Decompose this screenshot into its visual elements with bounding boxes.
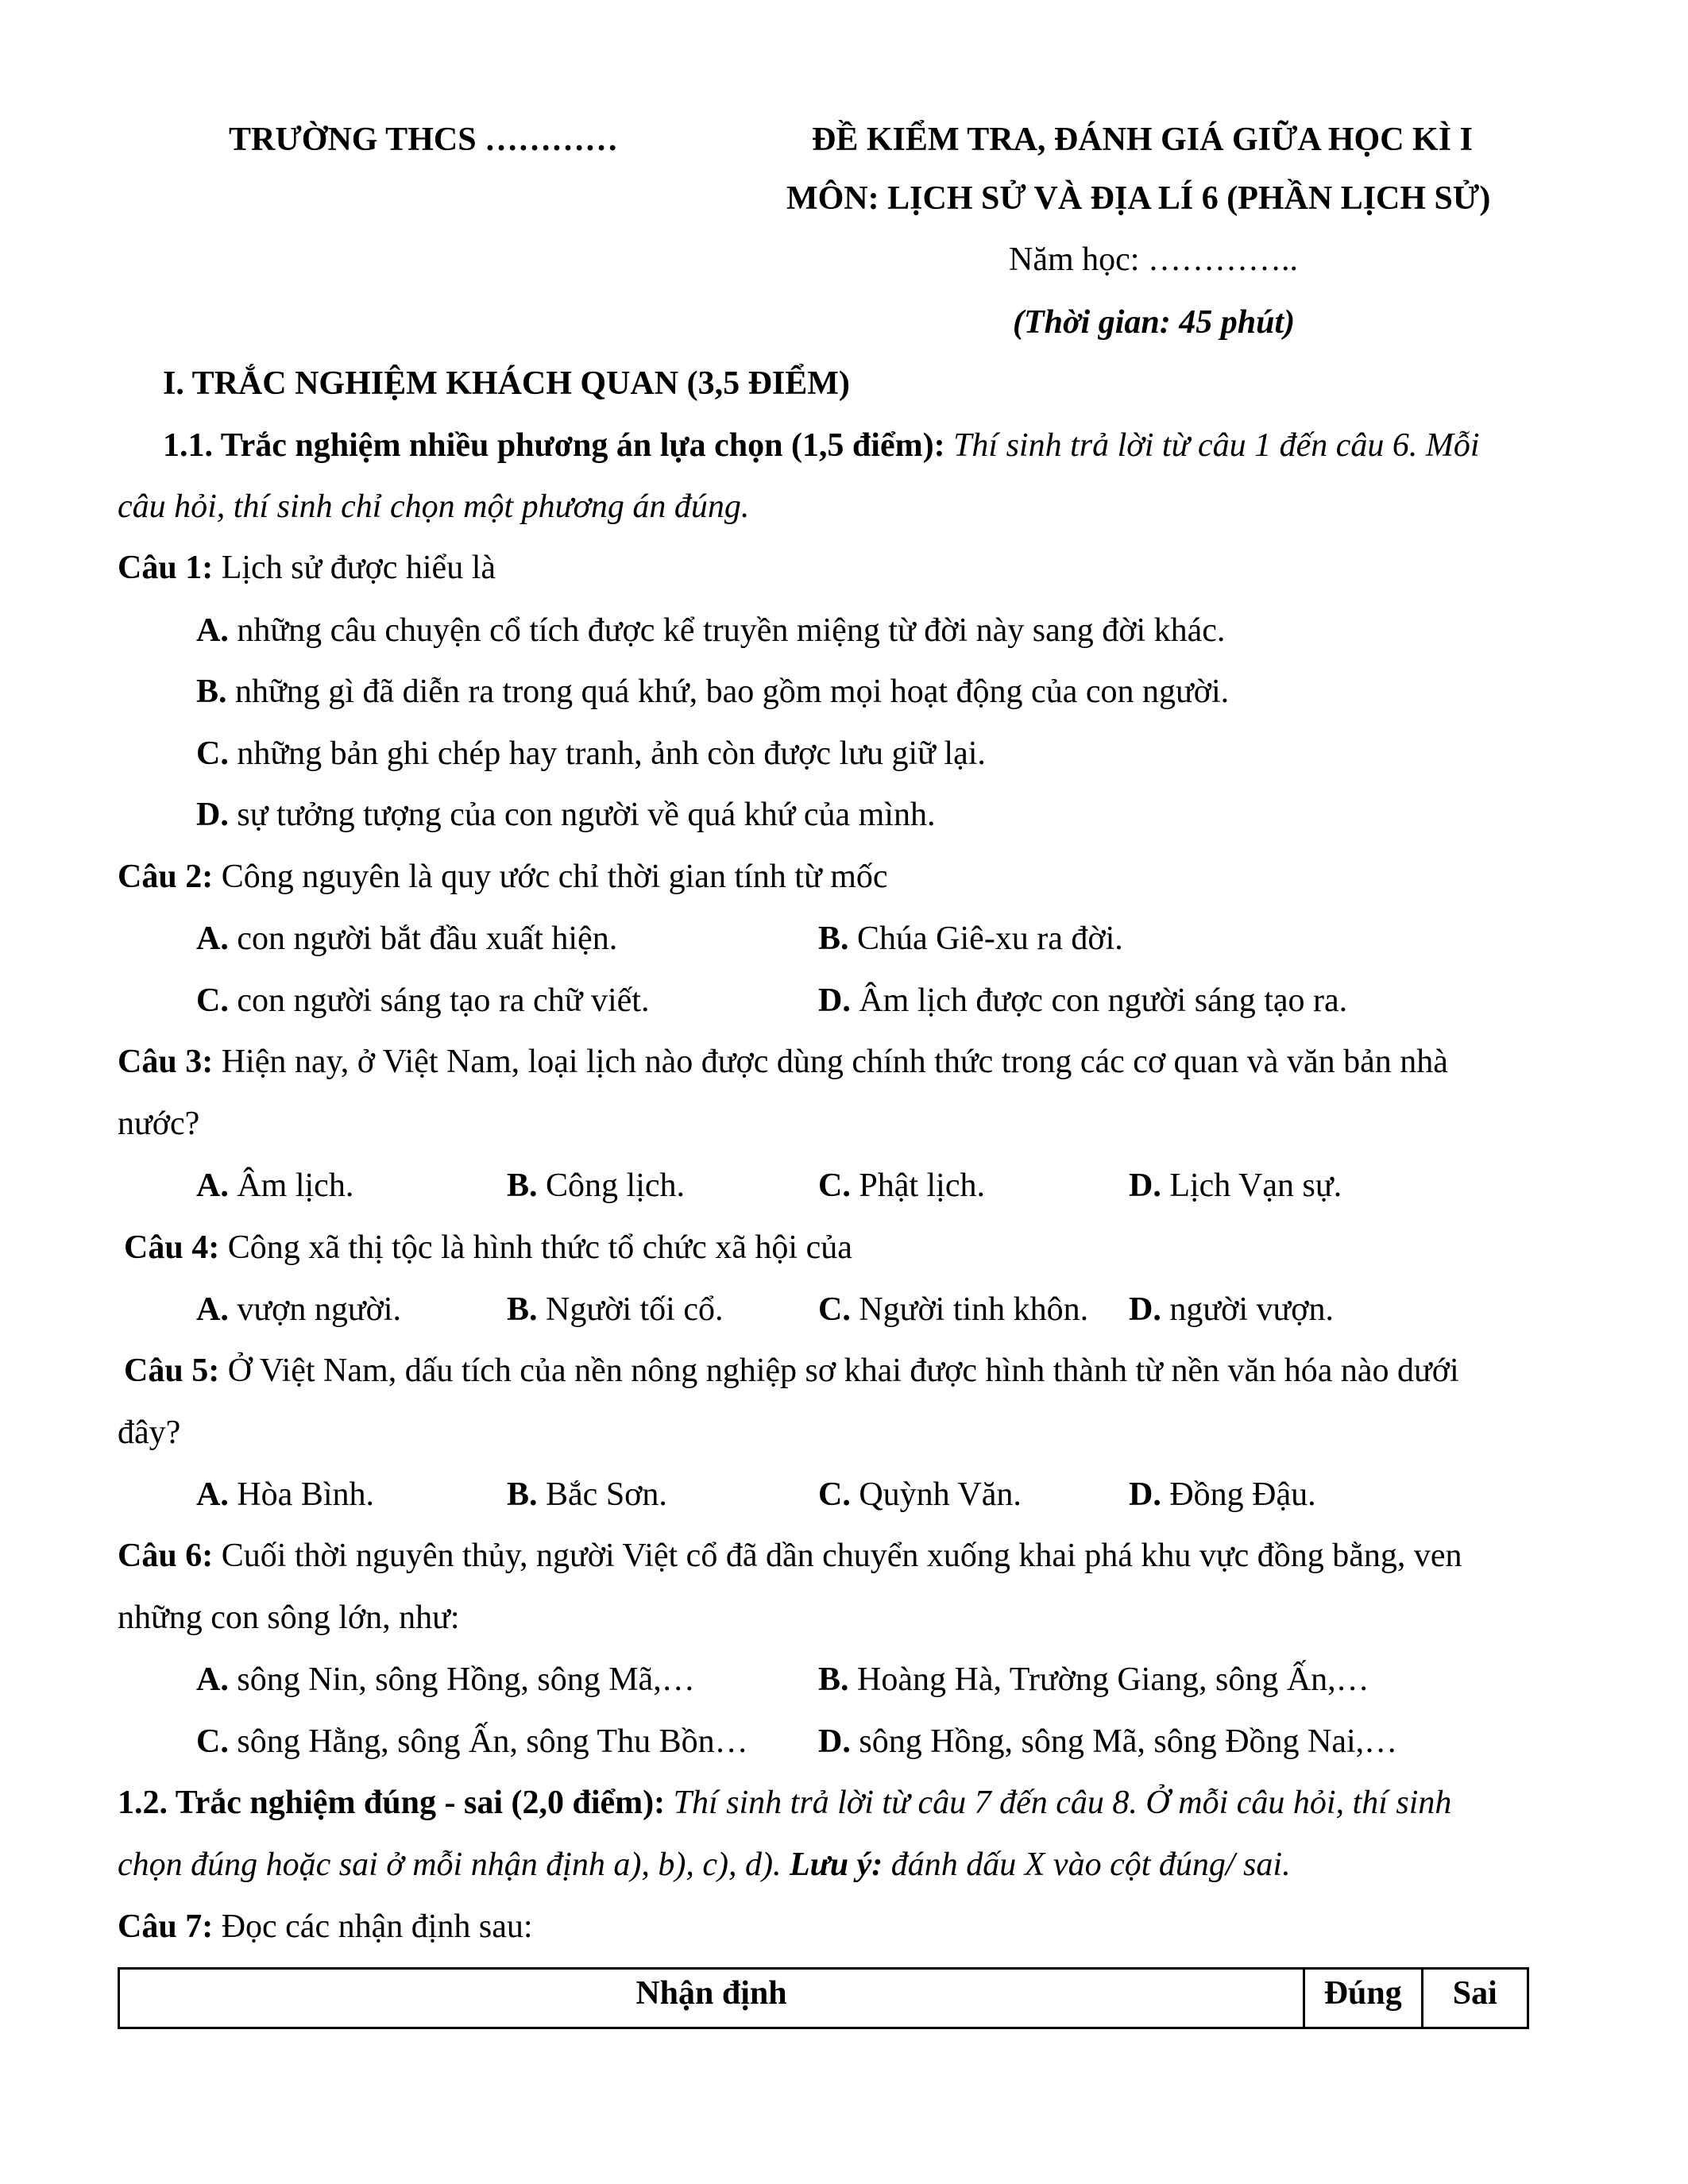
q4-option-b: B. Người tối cổ. — [507, 1291, 724, 1328]
part1-instruction-cont: câu hỏi, thí sinh chỉ chọn một phương án đúng. — [118, 488, 750, 525]
question-1 — [118, 549, 496, 587]
question-label: Câu 1: — [118, 550, 214, 586]
question-2: Câu 2: Công nguyên là quy ước chỉ thời gian tính từ mốc — [118, 859, 888, 895]
part1-instruction: Thí sinh trả lời từ câu 1 đến câu 6. Mỗi — [944, 427, 1480, 464]
col-header-statement: Nhận định — [119, 1969, 1304, 2028]
exam-title: ĐỀ KIỂM TRA, ĐÁNH GIÁ GIỮA HỌC KÌ I — [812, 122, 1473, 158]
q1-option-b: B. những gì đã diễn ra trong quá khứ, bao gồm mọi hoạt động của con người. — [196, 673, 1230, 710]
q6-option-d: D. sông Hồng, sông Mã, sông Đồng Nai,… — [818, 1723, 1398, 1760]
note-label: Lưu ý: — [789, 1846, 883, 1883]
q6-option-a: A. sông Nin, sông Hồng, sông Mã,… — [196, 1661, 695, 1698]
question-3: Câu 3: Hiện nay, ở Việt Nam, loại lịch nào được dùng chính thức trong các cơ quan và văn bản nhà — [118, 1044, 1448, 1080]
q2-option-a: A. con người bắt đầu xuất hiện. — [196, 920, 618, 957]
judgement-table — [118, 1967, 1529, 2029]
q3-option-d: D. Lịch Vạn sự. — [1129, 1167, 1342, 1204]
q3-option-b: B. Công lịch. — [507, 1167, 686, 1204]
part2-title: 1.2. Trắc nghiệm đúng - sai (2,0 điểm): — [118, 1785, 666, 1821]
question-text: Lịch sử được hiểu là — [213, 550, 496, 586]
question-6-cont: những con sông lớn, như: — [118, 1599, 460, 1636]
table-header-row — [119, 1969, 1528, 2028]
col-header-false: Sai — [1422, 1969, 1528, 2028]
q5-option-c: C. Quỳnh Văn. — [818, 1476, 1022, 1513]
q6-option-c: C. sông Hằng, sông Ấn, sông Thu Bồn… — [196, 1723, 748, 1760]
q1-option-d: D. sự tưởng tượng của con người về quá khứ của mình. — [196, 797, 936, 833]
q5-option-d: D. Đồng Đậu. — [1129, 1476, 1316, 1513]
col-header-true: Đúng — [1304, 1969, 1422, 2028]
question-3-cont: nước? — [118, 1106, 200, 1142]
part2-heading — [118, 1784, 1451, 1822]
q6-option-b: B. Hoàng Hà, Trường Giang, sông Ấn,… — [818, 1661, 1369, 1698]
q5-option-a: A. Hòa Bình. — [196, 1476, 374, 1513]
exam-duration: (Thời gian: 45 phút) — [1013, 304, 1296, 341]
note-text: đánh dấu X vào cột đúng/ sai. — [883, 1846, 1291, 1883]
q2-option-b: B. Chúa Giê-xu ra đời. — [818, 920, 1123, 957]
q1-option-a: A. những câu chuyện cổ tích được kể truyền miệng từ đời này sang đời khác. — [196, 612, 1226, 649]
question-4: Câu 4: Công xã thị tộc là hình thức tổ chức xã hội của — [124, 1229, 852, 1266]
school-name: TRƯỜNG THCS ………… — [229, 122, 619, 158]
q4-option-d: D. người vượn. — [1129, 1291, 1334, 1328]
part2-instruction: Thí sinh trả lời từ câu 7 đến câu 8. Ở mỗi câu hỏi, thí sinh — [665, 1785, 1452, 1821]
q3-option-c: C. Phật lịch. — [818, 1167, 985, 1204]
section-title: I. TRẮC NGHIỆM KHÁCH QUAN (3,5 ĐIỂM) — [163, 365, 850, 402]
subject-title: MÔN: LỊCH SỬ VÀ ĐỊA LÍ 6 (PHẦN LỊCH SỬ) — [786, 180, 1491, 217]
school-year: Năm học: ………….. — [1009, 241, 1298, 278]
q4-option-c: C. Người tinh khôn. — [818, 1291, 1089, 1328]
question-6: Câu 6: Cuối thời nguyên thủy, người Việt cổ đã dần chuyển xuống khai phá khu vực đồng bằng, ven — [118, 1538, 1462, 1574]
q4-option-a: A. vượn người. — [196, 1291, 401, 1328]
q2-option-d: D. Âm lịch được con người sáng tạo ra. — [818, 982, 1348, 1019]
part1-title: 1.1. Trắc nghiệm nhiều phương án lựa chọn (1,5 điểm): — [163, 427, 945, 464]
q2-option-c: C. con người sáng tạo ra chữ viết. — [196, 982, 650, 1019]
q3-option-a: A. Âm lịch. — [196, 1167, 354, 1204]
q5-option-b: B. Bắc Sơn. — [507, 1476, 667, 1513]
part2-instruction-cont: chọn đúng hoặc sai ở mỗi nhận định a), b), c), d). Lưu ý: đánh dấu X vào cột đúng/ sai. — [118, 1846, 1291, 1883]
part1-heading — [163, 426, 1480, 465]
question-7: Câu 7: Đọc các nhận định sau: — [118, 1908, 533, 1945]
question-5: Câu 5: Ở Việt Nam, dấu tích của nền nông nghiệp sơ khai được hình thành từ nền văn hóa nào dưới — [124, 1352, 1459, 1389]
question-5-cont: đây? — [118, 1414, 181, 1451]
q1-option-c: C. những bản ghi chép hay tranh, ảnh còn được lưu giữ lại. — [196, 735, 986, 772]
